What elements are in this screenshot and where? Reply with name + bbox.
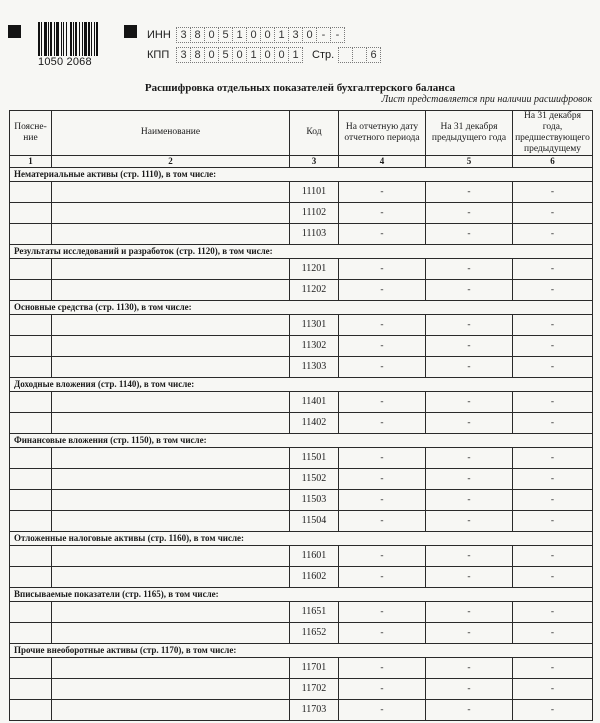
page-digit-cell bbox=[352, 47, 367, 63]
section-title: Вписываемые показатели (стр. 1165), в том числе: bbox=[10, 587, 593, 601]
table-row bbox=[10, 335, 593, 356]
value-prev-year-cell: - bbox=[426, 258, 513, 279]
value-prev-prev-year-cell: - bbox=[513, 489, 593, 510]
note-cell bbox=[10, 699, 52, 720]
table-row bbox=[10, 258, 593, 279]
value-current-cell: - bbox=[339, 678, 426, 699]
barcode-bar bbox=[82, 22, 83, 56]
table-row bbox=[10, 202, 593, 223]
value-prev-year-cell: - bbox=[426, 545, 513, 566]
kpp-digit-cell: 0 bbox=[260, 47, 275, 63]
note-cell bbox=[10, 678, 52, 699]
section-title: Основные средства (стр. 1130), в том числе: bbox=[10, 300, 593, 314]
note-cell bbox=[10, 335, 52, 356]
value-prev-prev-year-cell: - bbox=[513, 510, 593, 531]
section-row bbox=[10, 587, 593, 601]
kpp-digit-cell: 0 bbox=[232, 47, 247, 63]
name-cell bbox=[52, 412, 290, 433]
value-current-cell: - bbox=[339, 566, 426, 587]
value-prev-prev-year-cell: - bbox=[513, 447, 593, 468]
value-prev-year-cell: - bbox=[426, 202, 513, 223]
note-cell bbox=[10, 489, 52, 510]
name-cell bbox=[52, 391, 290, 412]
section-title: Результаты исследований и разработок (стр. 1120), в том числе: bbox=[10, 244, 593, 258]
barcode-bar bbox=[73, 22, 74, 56]
section-row bbox=[10, 377, 593, 391]
value-prev-prev-year-cell: - bbox=[513, 181, 593, 202]
code-cell: 11302 bbox=[290, 335, 339, 356]
document-note: Лист представляется при наличии расшифровок bbox=[381, 94, 592, 105]
name-cell bbox=[52, 489, 290, 510]
table-row bbox=[10, 622, 593, 643]
table-row bbox=[10, 391, 593, 412]
name-cell bbox=[52, 335, 290, 356]
table-row bbox=[10, 510, 593, 531]
value-prev-year-cell: - bbox=[426, 356, 513, 377]
page-number-cells bbox=[338, 47, 380, 63]
value-prev-prev-year-cell: - bbox=[513, 391, 593, 412]
section-row bbox=[10, 167, 593, 181]
value-prev-year-cell: - bbox=[426, 468, 513, 489]
table-row bbox=[10, 447, 593, 468]
code-cell: 11602 bbox=[290, 566, 339, 587]
value-prev-year-cell: - bbox=[426, 223, 513, 244]
column-number-row bbox=[10, 155, 593, 167]
inn-digit-cell: 1 bbox=[232, 27, 247, 43]
table-row bbox=[10, 657, 593, 678]
value-prev-year-cell: - bbox=[426, 391, 513, 412]
value-prev-year-cell: - bbox=[426, 678, 513, 699]
inn-digit-cell: 3 bbox=[176, 27, 191, 43]
kpp-digit-cell: 3 bbox=[176, 47, 191, 63]
document-title: Расшифровка отдельных показателей бухгалтерского баланса bbox=[144, 82, 456, 94]
value-prev-year-cell: - bbox=[426, 510, 513, 531]
code-cell: 11701 bbox=[290, 657, 339, 678]
value-current-cell: - bbox=[339, 657, 426, 678]
column-number: 6 bbox=[513, 155, 593, 167]
name-cell bbox=[52, 678, 290, 699]
barcode-bar bbox=[79, 22, 80, 56]
section-title: Прочие внеоборотные активы (стр. 1170), в том числе: bbox=[10, 643, 593, 657]
table-row bbox=[10, 356, 593, 377]
kpp-digit-cell: 5 bbox=[218, 47, 233, 63]
barcode-number: 1050 2068 bbox=[38, 56, 92, 68]
column-number: 2 bbox=[52, 155, 290, 167]
column-number: 5 bbox=[426, 155, 513, 167]
kpp-digit-cell: 1 bbox=[246, 47, 261, 63]
inn-digit-cell: - bbox=[316, 27, 331, 43]
code-cell: 11202 bbox=[290, 279, 339, 300]
inn-digit-cell: 8 bbox=[190, 27, 205, 43]
code-cell: 11102 bbox=[290, 202, 339, 223]
inn-digit-cell: 3 bbox=[288, 27, 303, 43]
name-cell bbox=[52, 279, 290, 300]
value-current-cell: - bbox=[339, 468, 426, 489]
table-row bbox=[10, 678, 593, 699]
value-prev-prev-year-cell: - bbox=[513, 545, 593, 566]
note-cell bbox=[10, 657, 52, 678]
kpp-digit-cell: 1 bbox=[288, 47, 303, 63]
kpp-label: КПП bbox=[147, 49, 170, 61]
barcode-bar bbox=[94, 22, 95, 56]
name-cell bbox=[52, 202, 290, 223]
note-cell bbox=[10, 223, 52, 244]
barcode-bar bbox=[41, 22, 42, 56]
value-current-cell: - bbox=[339, 391, 426, 412]
name-cell bbox=[52, 657, 290, 678]
barcode-bar bbox=[38, 22, 40, 56]
barcode-bar bbox=[44, 22, 47, 56]
code-cell: 11402 bbox=[290, 412, 339, 433]
code-cell: 11401 bbox=[290, 391, 339, 412]
barcode-image bbox=[37, 22, 107, 56]
note-cell bbox=[10, 447, 52, 468]
barcode-bar bbox=[84, 22, 87, 56]
code-cell: 11651 bbox=[290, 601, 339, 622]
note-cell bbox=[10, 601, 52, 622]
table-row bbox=[10, 699, 593, 720]
code-cell: 11201 bbox=[290, 258, 339, 279]
inn-digit-cell: 0 bbox=[204, 27, 219, 43]
table-row bbox=[10, 412, 593, 433]
column-header-note: Поясне- ние bbox=[10, 111, 52, 156]
inn-digit-cell: 1 bbox=[274, 27, 289, 43]
column-number: 4 bbox=[339, 155, 426, 167]
barcode-bar bbox=[70, 22, 72, 56]
value-prev-year-cell: - bbox=[426, 447, 513, 468]
column-header-code: Код bbox=[290, 111, 339, 156]
name-cell bbox=[52, 601, 290, 622]
name-cell bbox=[52, 699, 290, 720]
name-cell bbox=[52, 566, 290, 587]
note-cell bbox=[10, 468, 52, 489]
page-label: Стр. bbox=[312, 49, 335, 61]
table-row bbox=[10, 223, 593, 244]
value-prev-prev-year-cell: - bbox=[513, 678, 593, 699]
code-cell: 11652 bbox=[290, 622, 339, 643]
code-cell: 11301 bbox=[290, 314, 339, 335]
column-header-prev-year: На 31 декабря предыдущего года bbox=[426, 111, 513, 156]
value-prev-year-cell: - bbox=[426, 314, 513, 335]
value-prev-prev-year-cell: - bbox=[513, 335, 593, 356]
name-cell bbox=[52, 468, 290, 489]
inn-label: ИНН bbox=[147, 29, 171, 41]
value-prev-year-cell: - bbox=[426, 489, 513, 510]
value-current-cell: - bbox=[339, 279, 426, 300]
value-current-cell: - bbox=[339, 356, 426, 377]
value-current-cell: - bbox=[339, 545, 426, 566]
registration-mark-right bbox=[124, 25, 137, 38]
column-number: 3 bbox=[290, 155, 339, 167]
barcode-bar bbox=[66, 22, 67, 56]
value-prev-prev-year-cell: - bbox=[513, 699, 593, 720]
value-prev-year-cell: - bbox=[426, 622, 513, 643]
value-prev-year-cell: - bbox=[426, 657, 513, 678]
note-cell bbox=[10, 545, 52, 566]
section-row bbox=[10, 244, 593, 258]
table-row bbox=[10, 489, 593, 510]
table-row bbox=[10, 314, 593, 335]
note-cell bbox=[10, 566, 52, 587]
name-cell bbox=[52, 223, 290, 244]
table-row bbox=[10, 279, 593, 300]
note-cell bbox=[10, 391, 52, 412]
value-prev-year-cell: - bbox=[426, 412, 513, 433]
value-current-cell: - bbox=[339, 314, 426, 335]
value-current-cell: - bbox=[339, 601, 426, 622]
barcode-bar bbox=[96, 22, 98, 56]
table-row bbox=[10, 601, 593, 622]
code-cell: 11504 bbox=[290, 510, 339, 531]
inn-digit-cell: 0 bbox=[246, 27, 261, 43]
inn-digit-cell: 0 bbox=[260, 27, 275, 43]
value-prev-prev-year-cell: - bbox=[513, 657, 593, 678]
note-cell bbox=[10, 181, 52, 202]
table-row bbox=[10, 181, 593, 202]
column-header-prev-prev-year: На 31 декабря года, предшествующего предыдущему bbox=[513, 111, 593, 156]
section-title: Нематериальные активы (стр. 1110), в том числе: bbox=[10, 167, 593, 181]
inn-digit-cell: 0 bbox=[302, 27, 317, 43]
note-cell bbox=[10, 314, 52, 335]
section-row bbox=[10, 300, 593, 314]
note-cell bbox=[10, 510, 52, 531]
table-row bbox=[10, 468, 593, 489]
name-cell bbox=[52, 545, 290, 566]
section-row bbox=[10, 643, 593, 657]
name-cell bbox=[52, 622, 290, 643]
inn-cells bbox=[176, 27, 344, 43]
value-current-cell: - bbox=[339, 223, 426, 244]
barcode-bar bbox=[50, 22, 52, 56]
page-digit-cell bbox=[338, 47, 353, 63]
value-prev-prev-year-cell: - bbox=[513, 622, 593, 643]
column-header-name: Наименование bbox=[52, 111, 290, 156]
value-current-cell: - bbox=[339, 181, 426, 202]
value-prev-year-cell: - bbox=[426, 601, 513, 622]
value-prev-year-cell: - bbox=[426, 279, 513, 300]
barcode-bar bbox=[63, 22, 64, 56]
code-cell: 11103 bbox=[290, 223, 339, 244]
value-prev-prev-year-cell: - bbox=[513, 223, 593, 244]
inn-digit-cell: - bbox=[330, 27, 345, 43]
value-current-cell: - bbox=[339, 412, 426, 433]
barcode-bar bbox=[54, 22, 55, 56]
kpp-digit-cell: 8 bbox=[190, 47, 205, 63]
note-cell bbox=[10, 202, 52, 223]
section-row bbox=[10, 433, 593, 447]
value-current-cell: - bbox=[339, 202, 426, 223]
kpp-digit-cell: 0 bbox=[204, 47, 219, 63]
page-digit-cell: 6 bbox=[366, 47, 381, 63]
section-title: Доходные вложения (стр. 1140), в том числе: bbox=[10, 377, 593, 391]
barcode-bar bbox=[48, 22, 49, 56]
barcode-bar bbox=[88, 22, 90, 56]
value-prev-prev-year-cell: - bbox=[513, 356, 593, 377]
value-prev-year-cell: - bbox=[426, 181, 513, 202]
value-current-cell: - bbox=[339, 447, 426, 468]
note-cell bbox=[10, 412, 52, 433]
code-cell: 11303 bbox=[290, 356, 339, 377]
name-cell bbox=[52, 447, 290, 468]
barcode-bar bbox=[56, 22, 59, 56]
balance-details-table bbox=[9, 110, 593, 721]
section-title: Отложенные налоговые активы (стр. 1160), в том числе: bbox=[10, 531, 593, 545]
kpp-cells bbox=[176, 47, 302, 63]
name-cell bbox=[52, 181, 290, 202]
value-prev-prev-year-cell: - bbox=[513, 258, 593, 279]
value-prev-year-cell: - bbox=[426, 566, 513, 587]
value-prev-prev-year-cell: - bbox=[513, 314, 593, 335]
code-cell: 11502 bbox=[290, 468, 339, 489]
barcode-bar bbox=[75, 22, 77, 56]
code-cell: 11601 bbox=[290, 545, 339, 566]
value-current-cell: - bbox=[339, 510, 426, 531]
note-cell bbox=[10, 622, 52, 643]
barcode-bar bbox=[61, 22, 62, 56]
value-prev-year-cell: - bbox=[426, 699, 513, 720]
name-cell bbox=[52, 314, 290, 335]
section-title: Финансовые вложения (стр. 1150), в том числе: bbox=[10, 433, 593, 447]
table-header-row bbox=[10, 111, 593, 156]
value-prev-prev-year-cell: - bbox=[513, 412, 593, 433]
code-cell: 11503 bbox=[290, 489, 339, 510]
value-current-cell: - bbox=[339, 622, 426, 643]
name-cell bbox=[52, 258, 290, 279]
kpp-digit-cell: 0 bbox=[274, 47, 289, 63]
note-cell bbox=[10, 356, 52, 377]
code-cell: 11101 bbox=[290, 181, 339, 202]
column-number: 1 bbox=[10, 155, 52, 167]
note-cell bbox=[10, 258, 52, 279]
section-row bbox=[10, 531, 593, 545]
value-prev-prev-year-cell: - bbox=[513, 279, 593, 300]
name-cell bbox=[52, 356, 290, 377]
code-cell: 11703 bbox=[290, 699, 339, 720]
value-prev-prev-year-cell: - bbox=[513, 202, 593, 223]
name-cell bbox=[52, 510, 290, 531]
value-current-cell: - bbox=[339, 258, 426, 279]
code-cell: 11501 bbox=[290, 447, 339, 468]
value-prev-prev-year-cell: - bbox=[513, 566, 593, 587]
registration-mark-left bbox=[8, 25, 21, 38]
value-prev-prev-year-cell: - bbox=[513, 468, 593, 489]
table-row bbox=[10, 545, 593, 566]
note-cell bbox=[10, 279, 52, 300]
column-header-current: На отчетную дату отчетного периода bbox=[339, 111, 426, 156]
inn-digit-cell: 5 bbox=[218, 27, 233, 43]
barcode-bar bbox=[91, 22, 92, 56]
value-prev-year-cell: - bbox=[426, 335, 513, 356]
value-prev-prev-year-cell: - bbox=[513, 601, 593, 622]
table-row bbox=[10, 566, 593, 587]
value-current-cell: - bbox=[339, 489, 426, 510]
code-cell: 11702 bbox=[290, 678, 339, 699]
value-current-cell: - bbox=[339, 699, 426, 720]
value-current-cell: - bbox=[339, 335, 426, 356]
